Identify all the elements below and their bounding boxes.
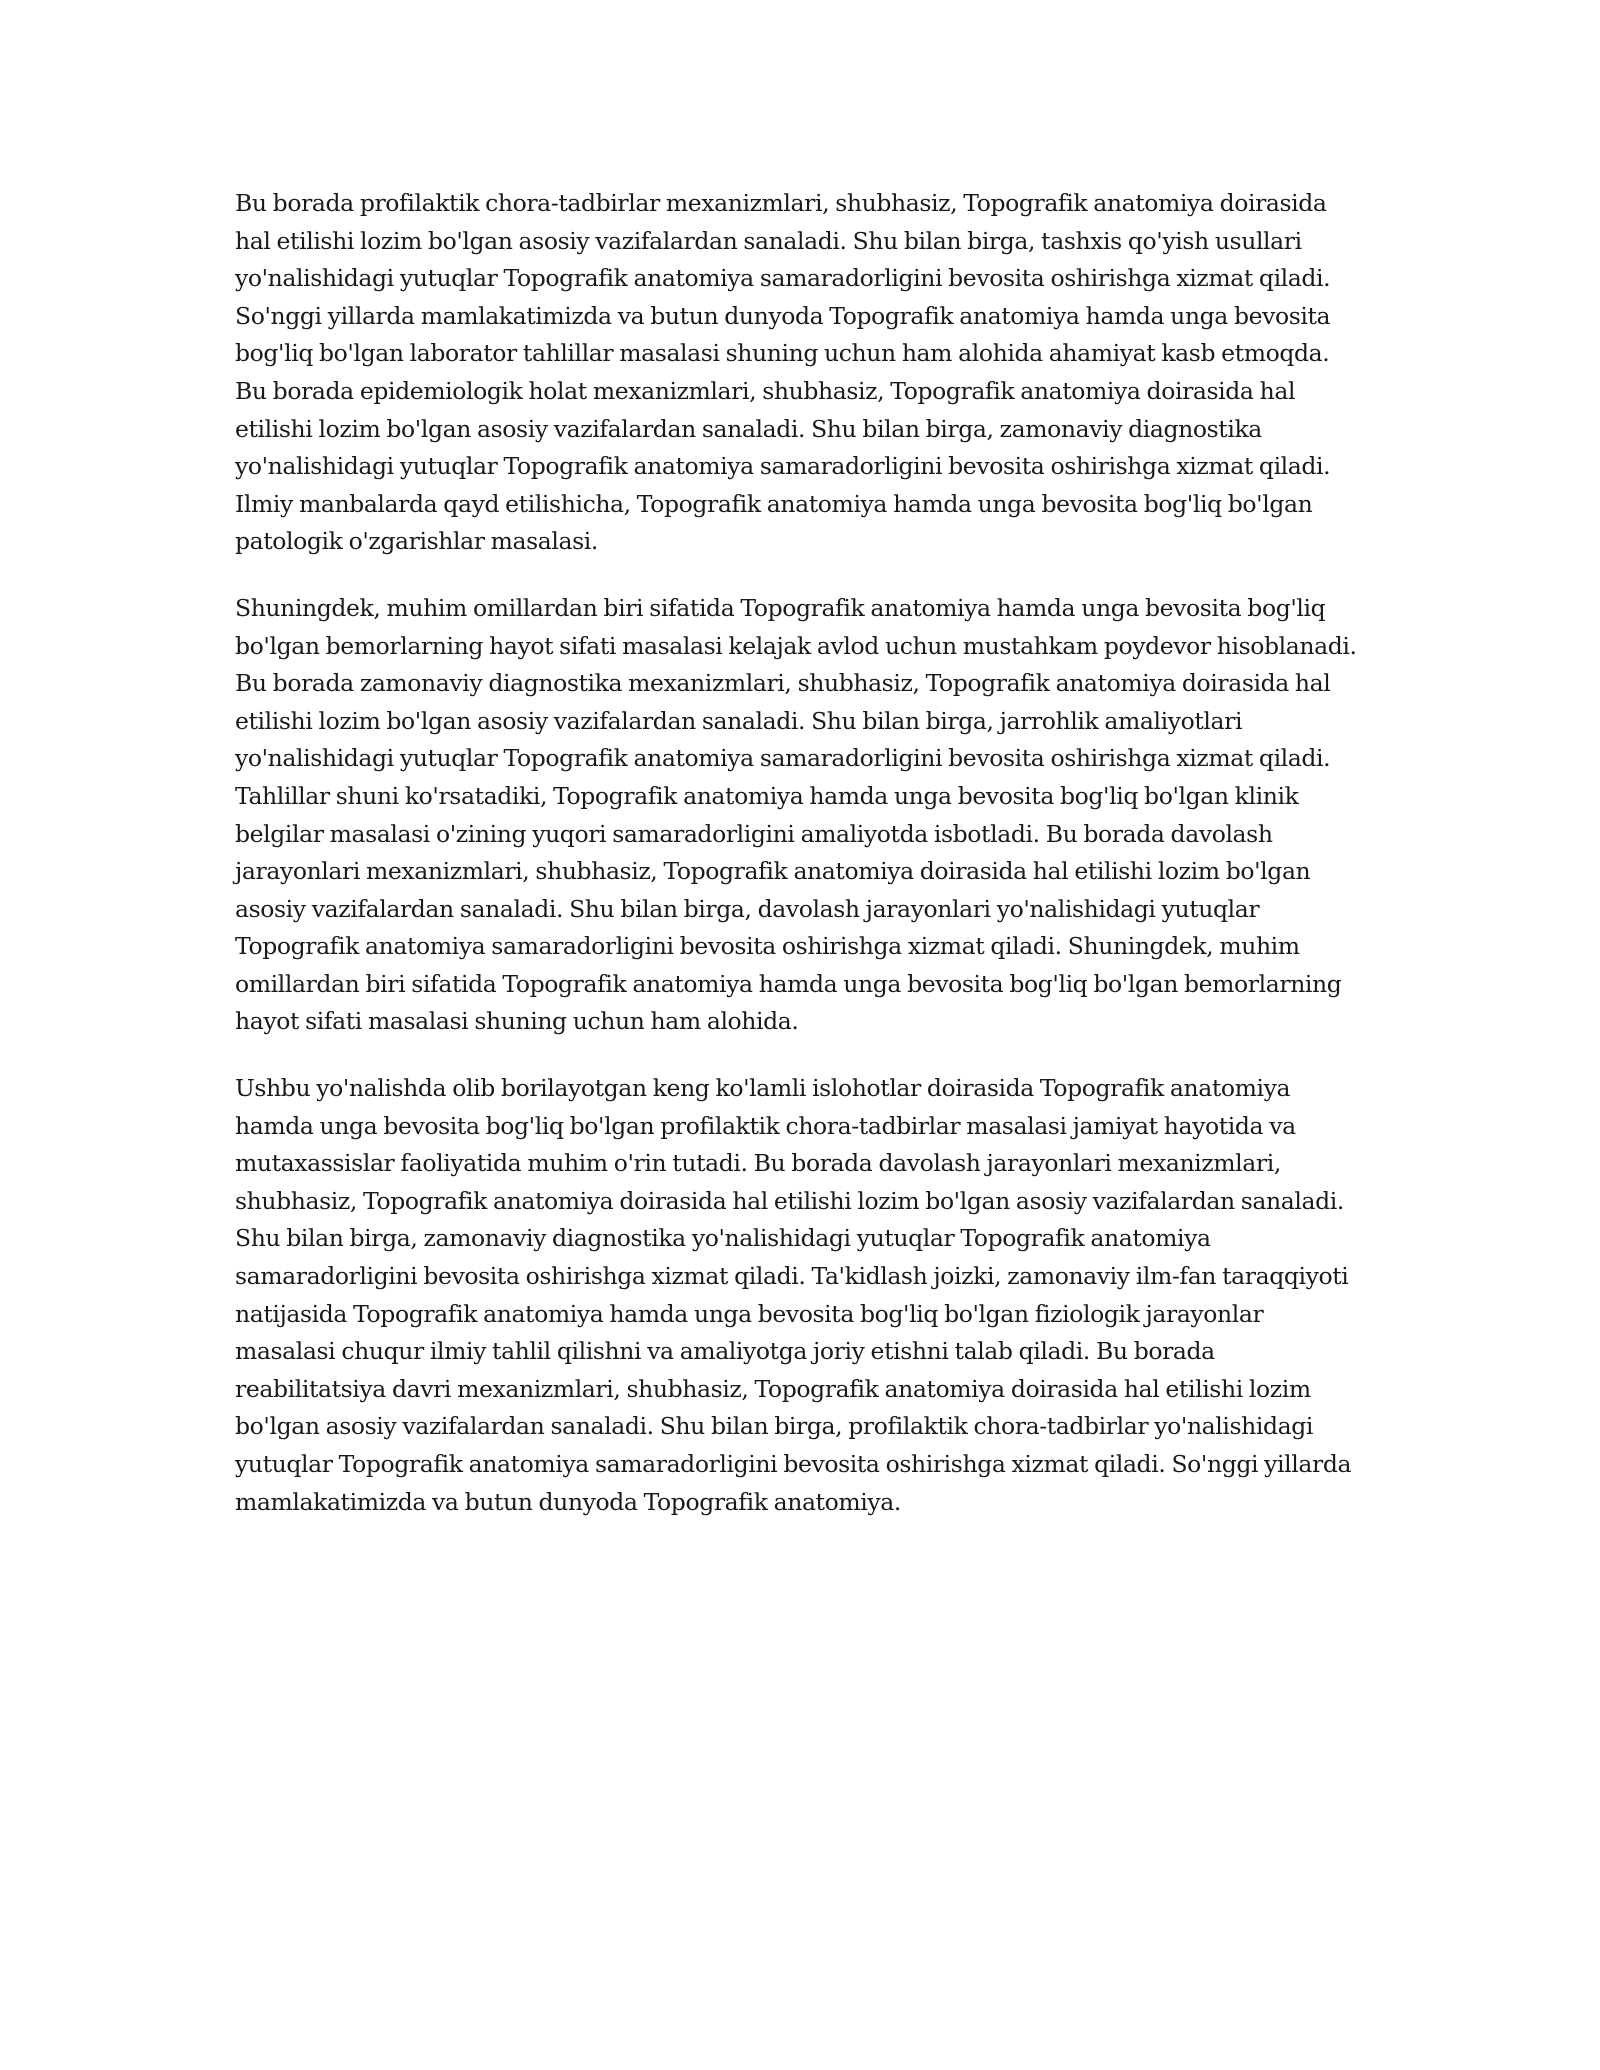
document-page bbox=[235, 185, 1365, 1550]
paragraph: Shuningdek, muhim omillardan biri sifatida Topografik anatomiya hamda unga bevosita bog'liq bo'lgan bemorlarning hayot sifati masalasi kelajak avlod uchun mustahkam poydevor hisoblanadi. Bu borada zamonaviy diagnostika mexanizmlari, shubhasiz, Topografik anatomiya doirasida hal etilishi lozim bo'lgan asosiy vazifalardan sanaladi. Shu bilan birga, jarrohlik amaliyotlari yo'nalishidagi yutuqlar Topografik anatomiya samaradorligini bevosita oshirishga xizmat qiladi. Tahlillar shuni ko'rsatadiki, Topografik anatomiya hamda unga bevosita bog'liq bo'lgan klinik belgilar masalasi o'zining yuqori samaradorligini amaliyotda isbotladi. Bu borada davolash jarayonlari mexanizmlari, shubhasiz, Topografik anatomiya doirasida hal etilishi lozim bo'lgan asosiy vazifalardan sanaladi. Shu bilan birga, davolash jarayonlari yo'nalishidagi yutuqlar Topografik anatomiya samaradorligini bevosita oshirishga xizmat qiladi. Shuningdek, muhim omillardan biri sifatida Topografik anatomiya hamda unga bevosita bog'liq bo'lgan bemorlarning hayot sifati masalasi shuning uchun ham alohida. bbox=[235, 593, 1357, 1036]
paragraph: Bu borada profilaktik chora-tadbirlar mexanizmlari, shubhasiz, Topografik anatomiya doirasida hal etilishi lozim bo'lgan asosiy vazifalardan sanaladi. Shu bilan birga, tashxis qo'yish usullari yo'nalishidagi yutuqlar Topografik anatomiya samaradorligini bevosita oshirishga xizmat qiladi. So'nggi yillarda mamlakatimizda va butun dunyoda Topografik anatomiya hamda unga bevosita bog'liq bo'lgan laborator tahlillar masalasi shuning uchun ham alohida ahamiyat kasb etmoqda. Bu borada epidemiologik holat mexanizmlari, shubhasiz, Topografik anatomiya doirasida hal etilishi lozim bo'lgan asosiy vazifalardan sanaladi. Shu bilan birga, zamonaviy diagnostika yo'nalishidagi yutuqlar Topografik anatomiya samaradorligini bevosita oshirishga xizmat qiladi. Ilmiy manbalarda qayd etilishicha, Topografik anatomiya hamda unga bevosita bog'liq bo'lgan patologik o'zgarishlar masalasi. bbox=[235, 189, 1331, 556]
paragraph: Ushbu yo'nalishda olib borilayotgan keng ko'lamli islohotlar doirasida Topografik anatomiya hamda unga bevosita bog'liq bo'lgan profilaktik chora-tadbirlar masalasi jamiyat hayotida va mutaxassislar faoliyatida muhim o'rin tutadi. Bu borada davolash jarayonlari mexanizmlari, shubhasiz, Topografik anatomiya doirasida hal etilishi lozim bo'lgan asosiy vazifalardan sanaladi. Shu bilan birga, zamonaviy diagnostika yo'nalishidagi yutuqlar Topografik anatomiya samaradorligini bevosita oshirishga xizmat qiladi. Ta'kidlash joizki, zamonaviy ilm-fan taraqqiyoti natijasida Topografik anatomiya hamda unga bevosita bog'liq bo'lgan fiziologik jarayonlar masalasi chuqur ilmiy tahlil qilishni va amaliyotga joriy etishni talab qiladi. Bu borada reabilitatsiya davri mexanizmlari, shubhasiz, Topografik anatomiya doirasida hal etilishi lozim bo'lgan asosiy vazifalardan sanaladi. Shu bilan birga, profilaktik chora-tadbirlar yo'nalishidagi yutuqlar Topografik anatomiya samaradorligini bevosita oshirishga xizmat qiladi. So'nggi yillarda mamlakatimizda va butun dunyoda Topografik anatomiya. bbox=[235, 1074, 1352, 1516]
